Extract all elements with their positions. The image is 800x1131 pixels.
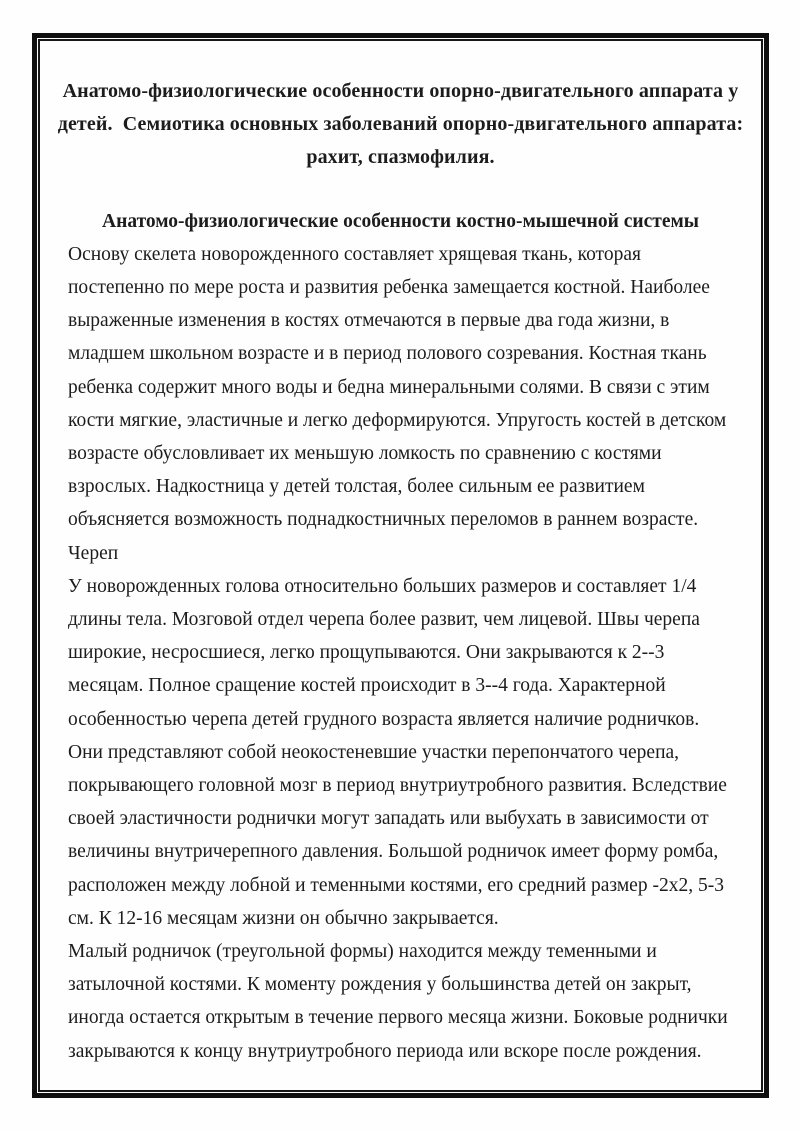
text-line: см. К 12-16 месяцам жизни он обычно закрывается. [68,907,499,929]
text-line: младшем школьном возрасте и в период полового созревания. Костная ткань [68,343,707,365]
document-body [37,238,764,1068]
section-heading: Анатомо-физиологические особенности костно-мышечной системы [102,210,699,232]
text-line: расположен между лобной и теменными костями, его средний размер -2х2, 5-3 [68,874,724,896]
text-line: объясняется возможность поднадкостничных переломов в раннем возрасте. [68,509,699,531]
document-title [37,75,764,175]
text-line: закрываются к концу внутриутробного периода или вскоре после рождения. [68,1040,702,1062]
text-line: Череп [68,542,119,564]
text-line: широкие, несросшиеся, легко прощупываются. Они закрываются к 2--3 [68,642,665,664]
paragraph-small-fontanelle [68,935,754,1068]
text-line: Малый родничок (треугольной формы) находится между теменными и [68,941,657,963]
page-content [37,38,764,1093]
text-line: длины тела. Мозговой отдел черепа более развит, чем лицевой. Швы черепа [68,609,700,631]
title-line: рахит, спазмофилия. [306,146,495,169]
text-line: Основу скелета новорожденного составляет хрящевая ткань, которая [68,243,641,265]
subheading-cherep [68,537,754,570]
text-line: ребенка содержит много воды и бедна минеральными солями. В связи с этим [68,376,710,398]
text-line: взрослых. Надкостница у детей толстая, более сильным ее развитием [68,476,645,498]
page-border-frame [32,33,769,1098]
title-line: детей. Семиотика основных заболеваний опорно-двигательного аппарата: [57,113,744,136]
text-line: Они представляют собой неокостеневшие участки перепончатого черепа, [68,741,680,763]
text-line: возрасте обусловливает их меньшую ломкость по сравнению с костями [68,443,662,465]
text-line: затылочной костями. К моменту рождения у большинства детей он закрыт, [68,974,692,996]
text-line: У новорожденных голова относительно больших размеров и составляет 1/4 [68,575,697,597]
title-line: Анатомо-физиологические особенности опорно-двигательного аппарата у [62,80,739,102]
text-line: особенностью черепа детей грудного возраста является наличие родничков. [68,708,700,730]
text-line: выраженные изменения в костях отмечаются в первые два года жизни, в [68,310,670,332]
text-line: своей эластичности роднички могут западать или выбухать в зависимости от [68,808,709,830]
paragraph-skull [68,570,754,935]
text-line: иногда остается открытым в течение первого месяца жизни. Боковые роднички [68,1007,728,1029]
paragraph-skeleton [68,238,754,537]
text-line: покрывающего головной мозг в период внутриутробного развития. Вследствие [68,775,727,797]
text-line: кости мягкие, эластичные и легко деформируются. Упругость костей в детском [68,409,727,431]
text-line: величины внутричерепного давления. Большой родничок имеет форму ромба, [68,841,719,863]
text-line: постепенно по мере роста и развития ребенка замещается костной. Наиболее [68,277,710,299]
text-line: месяцам. Полное сращение костей происходит в 3--4 года. Характерной [68,675,666,697]
